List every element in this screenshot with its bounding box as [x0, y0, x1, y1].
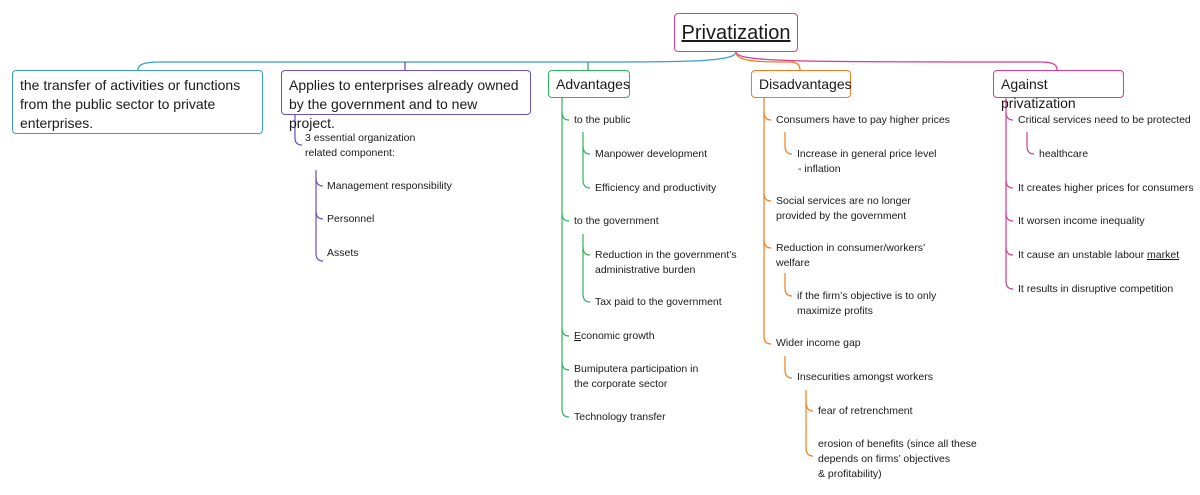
adv-efficiency[interactable]: Efficiency and productivity: [595, 182, 717, 194]
applies-item-management[interactable]: Management responsibility: [327, 180, 452, 192]
adv-bumiputera[interactable]: Bumiputera participation in the corporate sector: [574, 363, 699, 390]
applies-item-personnel[interactable]: Personnel: [327, 213, 375, 225]
adv-reduction[interactable]: Reduction in the government’s administrative burden: [595, 249, 737, 276]
dis-insecurities[interactable]: Insecurities amongst workers: [797, 371, 933, 383]
advantages-node[interactable]: Advantages: [548, 70, 630, 98]
connector-def: [138, 52, 736, 70]
against-critical[interactable]: Critical services need to be protected: [1018, 114, 1191, 126]
dis-income-gap[interactable]: Wider income gap: [776, 337, 861, 349]
dis-firm-objective[interactable]: if the firm’s objective is to only maximize profits: [797, 290, 937, 317]
against-node[interactable]: Against privatization: [993, 70, 1124, 98]
dis-welfare[interactable]: Reduction in consumer/workers’ welfare: [776, 242, 926, 269]
against-healthcare[interactable]: healthcare: [1039, 148, 1089, 160]
dis-consumers[interactable]: Consumers have to pay higher prices: [776, 114, 950, 126]
dis-social[interactable]: Social services are no longer provided by the government: [776, 195, 911, 222]
applies-component-node[interactable]: 3 essential organization related component:: [305, 132, 416, 159]
against-disruptive[interactable]: It results in disruptive competition: [1018, 283, 1174, 295]
against-higher-prices[interactable]: It creates higher prices for consumers: [1018, 182, 1194, 194]
dis-fear[interactable]: fear of retrenchment: [818, 405, 913, 417]
against-inequality[interactable]: It worsen income inequality: [1018, 215, 1145, 227]
adv-tax[interactable]: Tax paid to the government: [595, 296, 722, 308]
definition-node[interactable]: the transfer of activities or functions from the public sector to private enterprises.: [12, 70, 263, 134]
adv-public[interactable]: to the public: [574, 114, 631, 126]
dis-erosion[interactable]: erosion of benefits (since all these depends on firms’ objectives & profitability): [818, 438, 977, 480]
dis-increase[interactable]: Increase in general price level - inflation: [797, 148, 937, 175]
adv-technology[interactable]: Technology transfer: [574, 411, 666, 423]
adv-government[interactable]: to the government: [574, 215, 659, 227]
disadvantages-node[interactable]: Disadvantages: [751, 70, 851, 98]
adv-economic-growth[interactable]: Economic growth: [574, 330, 655, 342]
applies-node[interactable]: Applies to enterprises already owned by the government and to new project.: [281, 70, 531, 115]
applies-item-assets[interactable]: Assets: [327, 247, 359, 259]
root-node[interactable]: Privatization: [674, 13, 798, 52]
connector-against: [736, 52, 1057, 70]
adv-manpower[interactable]: Manpower development: [595, 148, 708, 160]
against-labour[interactable]: It cause an unstable labour market: [1018, 249, 1180, 261]
